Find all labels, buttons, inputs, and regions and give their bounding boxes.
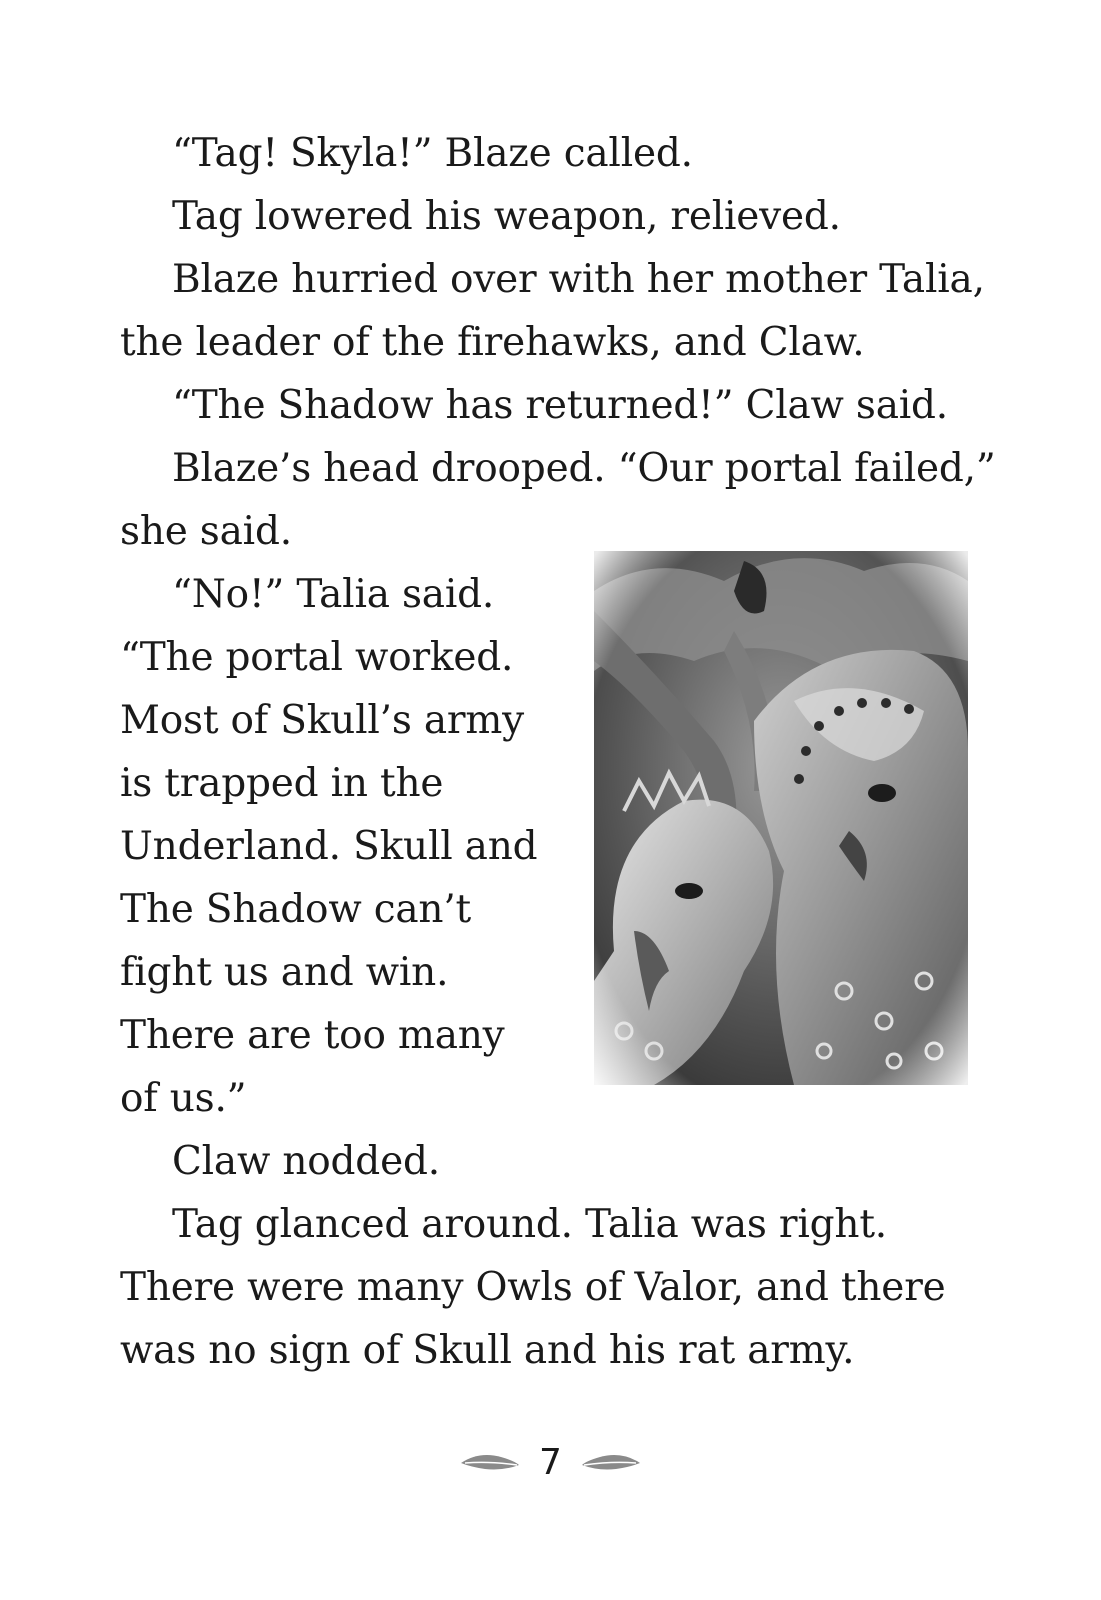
text-line: The Shadow can’t bbox=[120, 887, 471, 932]
text-line: “No!” Talia said. bbox=[172, 572, 495, 617]
page-footer bbox=[0, 1432, 1101, 1492]
text-line: “Tag! Skyla!” Blaze called. bbox=[172, 131, 693, 176]
text-line: Tag lowered his weapon, relieved. bbox=[172, 194, 841, 239]
text-line: There were many Owls of Valor, and there bbox=[120, 1265, 946, 1310]
text-line: Blaze’s head drooped. “Our portal failed,” bbox=[172, 446, 996, 491]
page-number: 7 bbox=[539, 1441, 562, 1483]
text-line: Blaze hurried over with her mother Talia, bbox=[172, 257, 985, 302]
right-leaf-ornament-icon bbox=[580, 1449, 642, 1475]
text-block-bottom bbox=[120, 1130, 970, 1382]
text-line: “The Shadow has returned!” Claw said. bbox=[172, 383, 949, 428]
text-line: fight us and win. bbox=[120, 950, 449, 995]
text-line: she said. bbox=[120, 509, 292, 554]
text-line: of us.” bbox=[120, 1076, 247, 1121]
text-line: is trapped in the bbox=[120, 761, 444, 806]
text-line: Tag glanced around. Talia was right. bbox=[172, 1202, 888, 1247]
text-line: Most of Skull’s army bbox=[120, 698, 524, 743]
text-block-wrapped bbox=[120, 563, 580, 1130]
bird-illustration bbox=[594, 551, 968, 1085]
left-leaf-ornament-icon bbox=[459, 1449, 521, 1475]
text-line: Underland. Skull and bbox=[120, 824, 538, 869]
text-line: Claw nodded. bbox=[172, 1139, 440, 1184]
text-line: There are too many bbox=[120, 1013, 505, 1058]
text-line: “The portal worked. bbox=[120, 635, 514, 680]
text-block-top bbox=[120, 122, 996, 563]
text-line: was no sign of Skull and his rat army. bbox=[120, 1328, 855, 1373]
text-line: the leader of the firehawks, and Claw. bbox=[120, 320, 865, 365]
